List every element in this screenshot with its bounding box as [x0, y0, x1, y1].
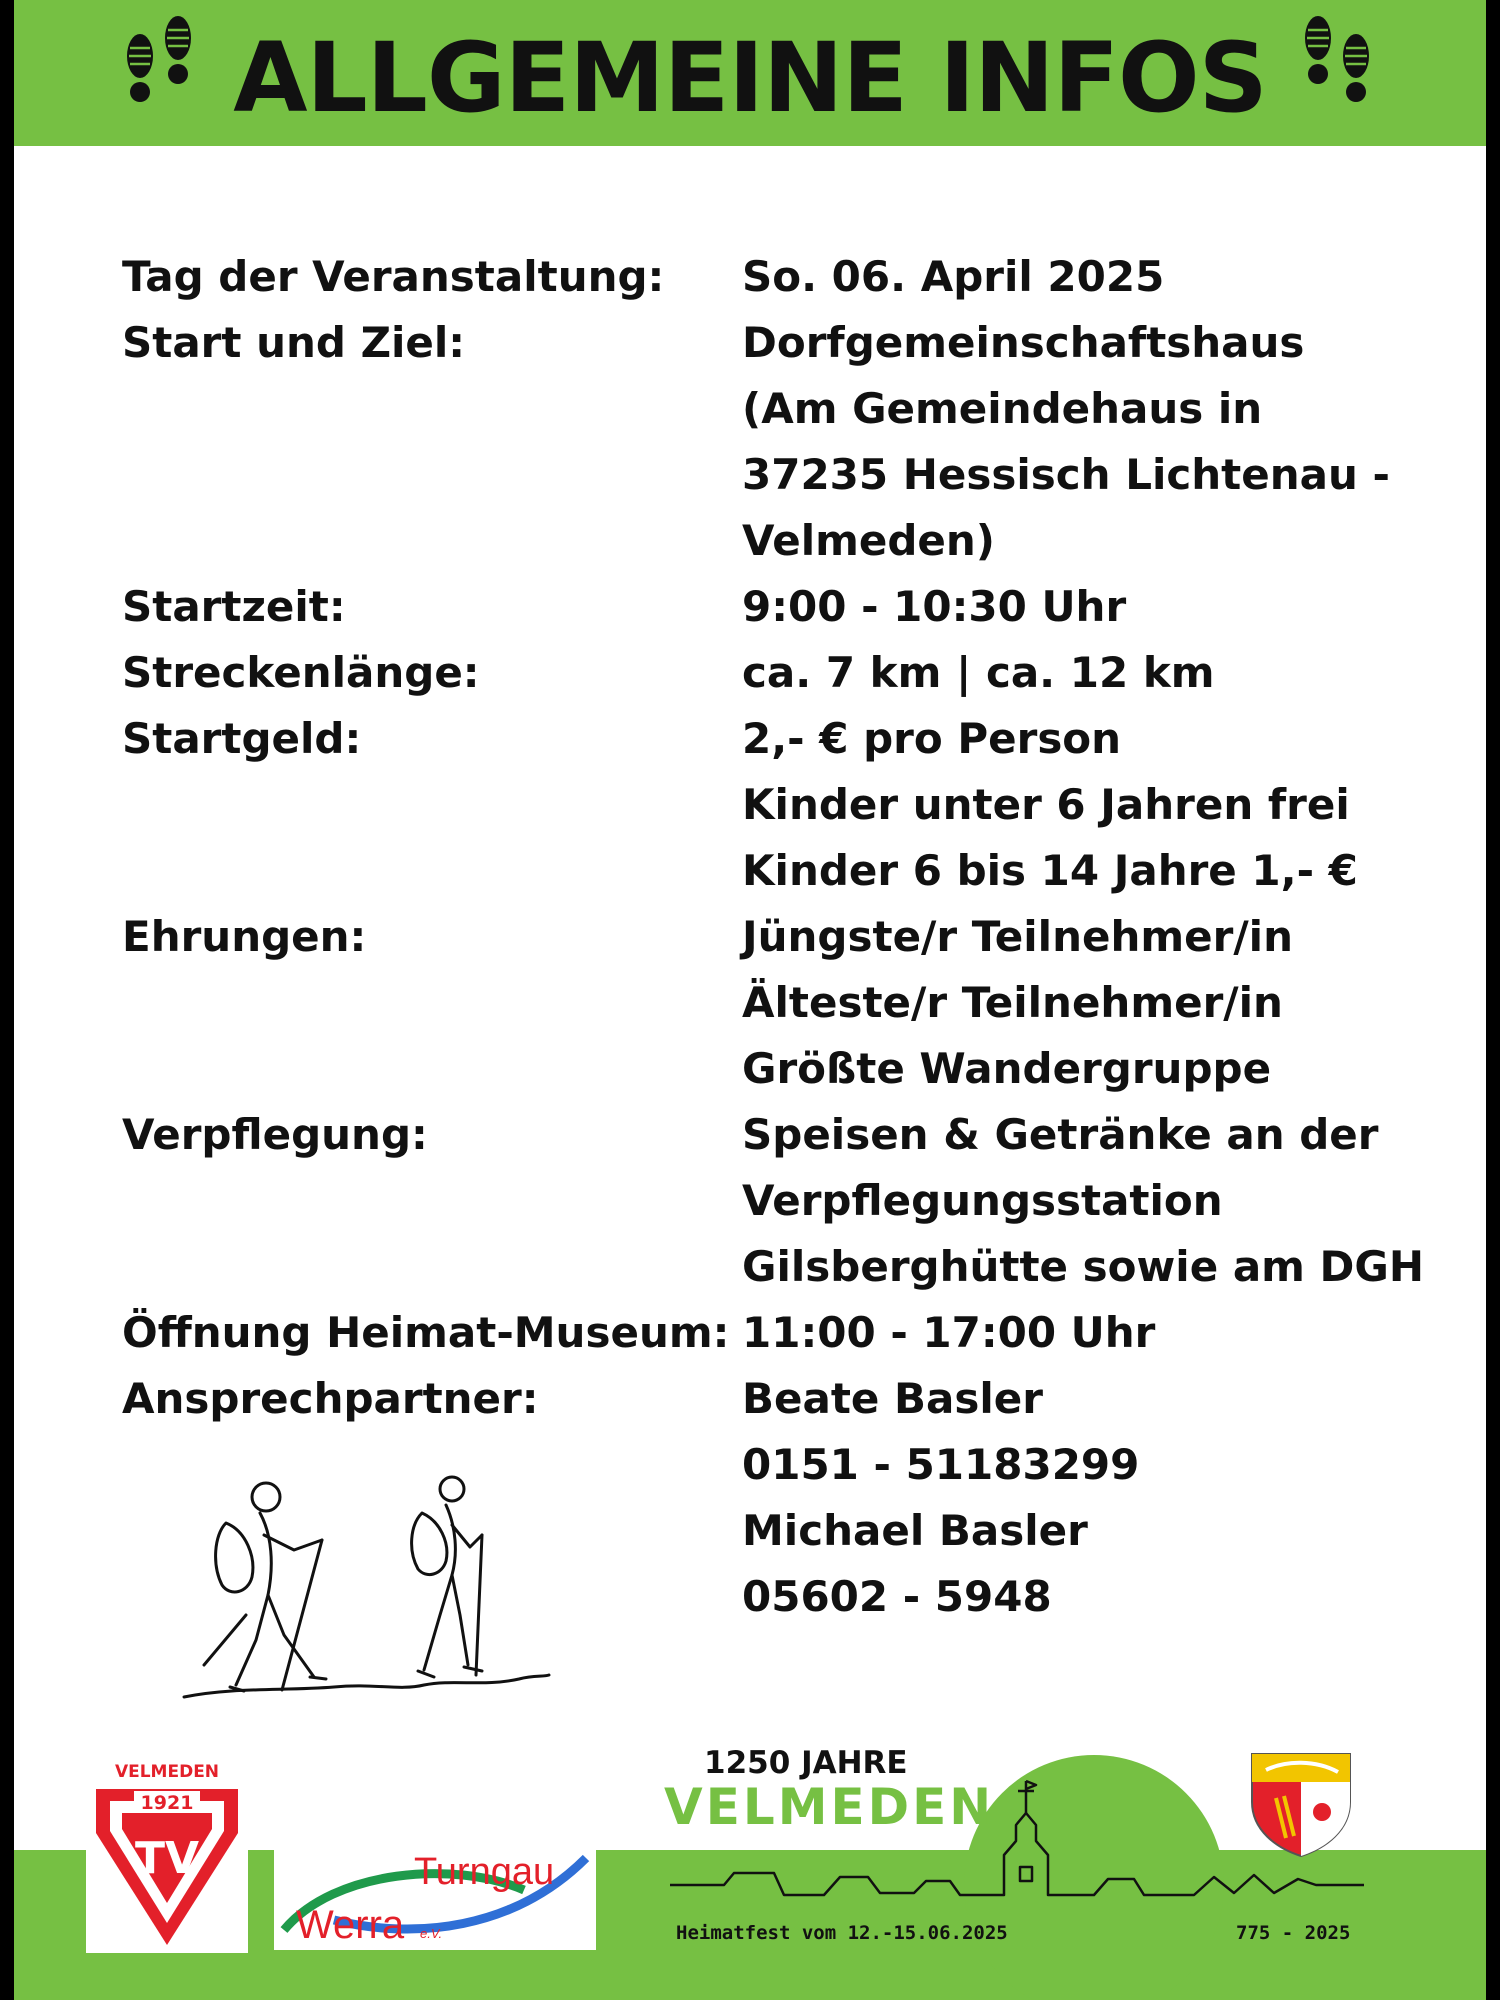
- info-value: [742, 706, 1358, 904]
- info-value-line: So. 06. April 2025: [742, 252, 1165, 301]
- info-value-line: Speisen & Getränke an der: [742, 1110, 1379, 1159]
- info-row: [122, 244, 1424, 310]
- turngau-werra-logo: [274, 1850, 596, 1950]
- heimatfest-text: Heimatfest vom 12.-15.06.2025: [676, 1922, 1008, 1944]
- jubilee-title: VELMEDEN: [664, 1778, 995, 1836]
- info-label: Ansprechpartner:: [122, 1374, 539, 1423]
- info-label: Startgeld:: [122, 714, 362, 763]
- turngau-word: Turngau: [414, 1851, 555, 1893]
- info-label: Startzeit:: [122, 582, 346, 631]
- info-value: [742, 904, 1293, 1102]
- info-value-line: Jüngste/r Teilnehmer/in: [742, 912, 1293, 961]
- info-label: Tag der Veranstaltung:: [122, 252, 665, 301]
- info-label: Start und Ziel:: [122, 318, 466, 367]
- info-value-line: 11:00 - 17:00 Uhr: [742, 1308, 1156, 1357]
- info-value-line: Gilsberghütte sowie am DGH: [742, 1242, 1425, 1291]
- info-value-line: Kinder unter 6 Jahren frei: [742, 780, 1350, 829]
- page-title: ALLGEMEINE INFOS: [233, 22, 1267, 134]
- info-value: [742, 244, 1164, 310]
- info-value: [742, 1366, 1139, 1630]
- velmeden-club-logo: [86, 1755, 248, 1953]
- info-label: Streckenlänge:: [122, 648, 480, 697]
- info-value: [742, 310, 1390, 574]
- info-value-line: 05602 - 5948: [742, 1572, 1052, 1621]
- info-value: [742, 574, 1126, 640]
- info-row: [122, 1102, 1424, 1300]
- info-value-line: Velmeden): [742, 516, 995, 565]
- coat-of-arms-icon: [1246, 1748, 1356, 1858]
- anniversary-range-text: 775 - 2025: [1236, 1922, 1351, 1944]
- werra-word: Werra: [296, 1903, 405, 1947]
- jubilee-years-text: 1250 JAHRE: [704, 1745, 908, 1781]
- info-value-line: 9:00 - 10:30 Uhr: [742, 582, 1127, 631]
- info-row: [122, 574, 1424, 640]
- info-value: [742, 640, 1215, 706]
- info-value-line: 0151 - 51183299: [742, 1440, 1140, 1489]
- info-value-line: Älteste/r Teilnehmer/in: [742, 978, 1283, 1027]
- info-value: [742, 1300, 1155, 1366]
- info-value-line: Beate Basler: [742, 1374, 1043, 1423]
- info-row: [122, 904, 1424, 1102]
- info-value-line: Dorfgemeinschaftshaus: [742, 318, 1305, 367]
- footprint-icon: [1296, 8, 1376, 126]
- info-value-line: Michael Basler: [742, 1506, 1088, 1555]
- info-row: [122, 640, 1424, 706]
- info-list: [122, 244, 1424, 1630]
- info-value-line: 37235 Hessisch Lichtenau -: [742, 450, 1390, 499]
- velmeden-logo-letters: TV: [134, 1833, 200, 1884]
- info-row: [122, 310, 1424, 574]
- velmeden-logo-year: 1921: [140, 1792, 194, 1814]
- velmeden-logo-text: VELMEDEN: [114, 1762, 220, 1782]
- info-value-line: ca. 7 km | ca. 12 km: [742, 648, 1215, 697]
- hikers-illustration: [164, 1465, 564, 1715]
- info-row: [122, 1300, 1424, 1366]
- info-value-line: (Am Gemeindehaus in: [742, 384, 1263, 433]
- ev-suffix: e.V.: [420, 1926, 443, 1941]
- header-banner: [14, 0, 1486, 146]
- info-value: [742, 1102, 1424, 1300]
- info-value-line: Kinder 6 bis 14 Jahre 1,- €: [742, 846, 1358, 895]
- info-value-line: Verpflegungsstation: [742, 1176, 1223, 1225]
- info-row: [122, 706, 1424, 904]
- info-value-line: 2,- € pro Person: [742, 714, 1122, 763]
- info-label: Ehrungen:: [122, 912, 367, 961]
- info-label: Öffnung Heimat-Museum:: [122, 1308, 730, 1357]
- info-value-line: Größte Wandergruppe: [742, 1044, 1272, 1093]
- poster: [14, 0, 1486, 2000]
- info-label: Verpflegung:: [122, 1110, 428, 1159]
